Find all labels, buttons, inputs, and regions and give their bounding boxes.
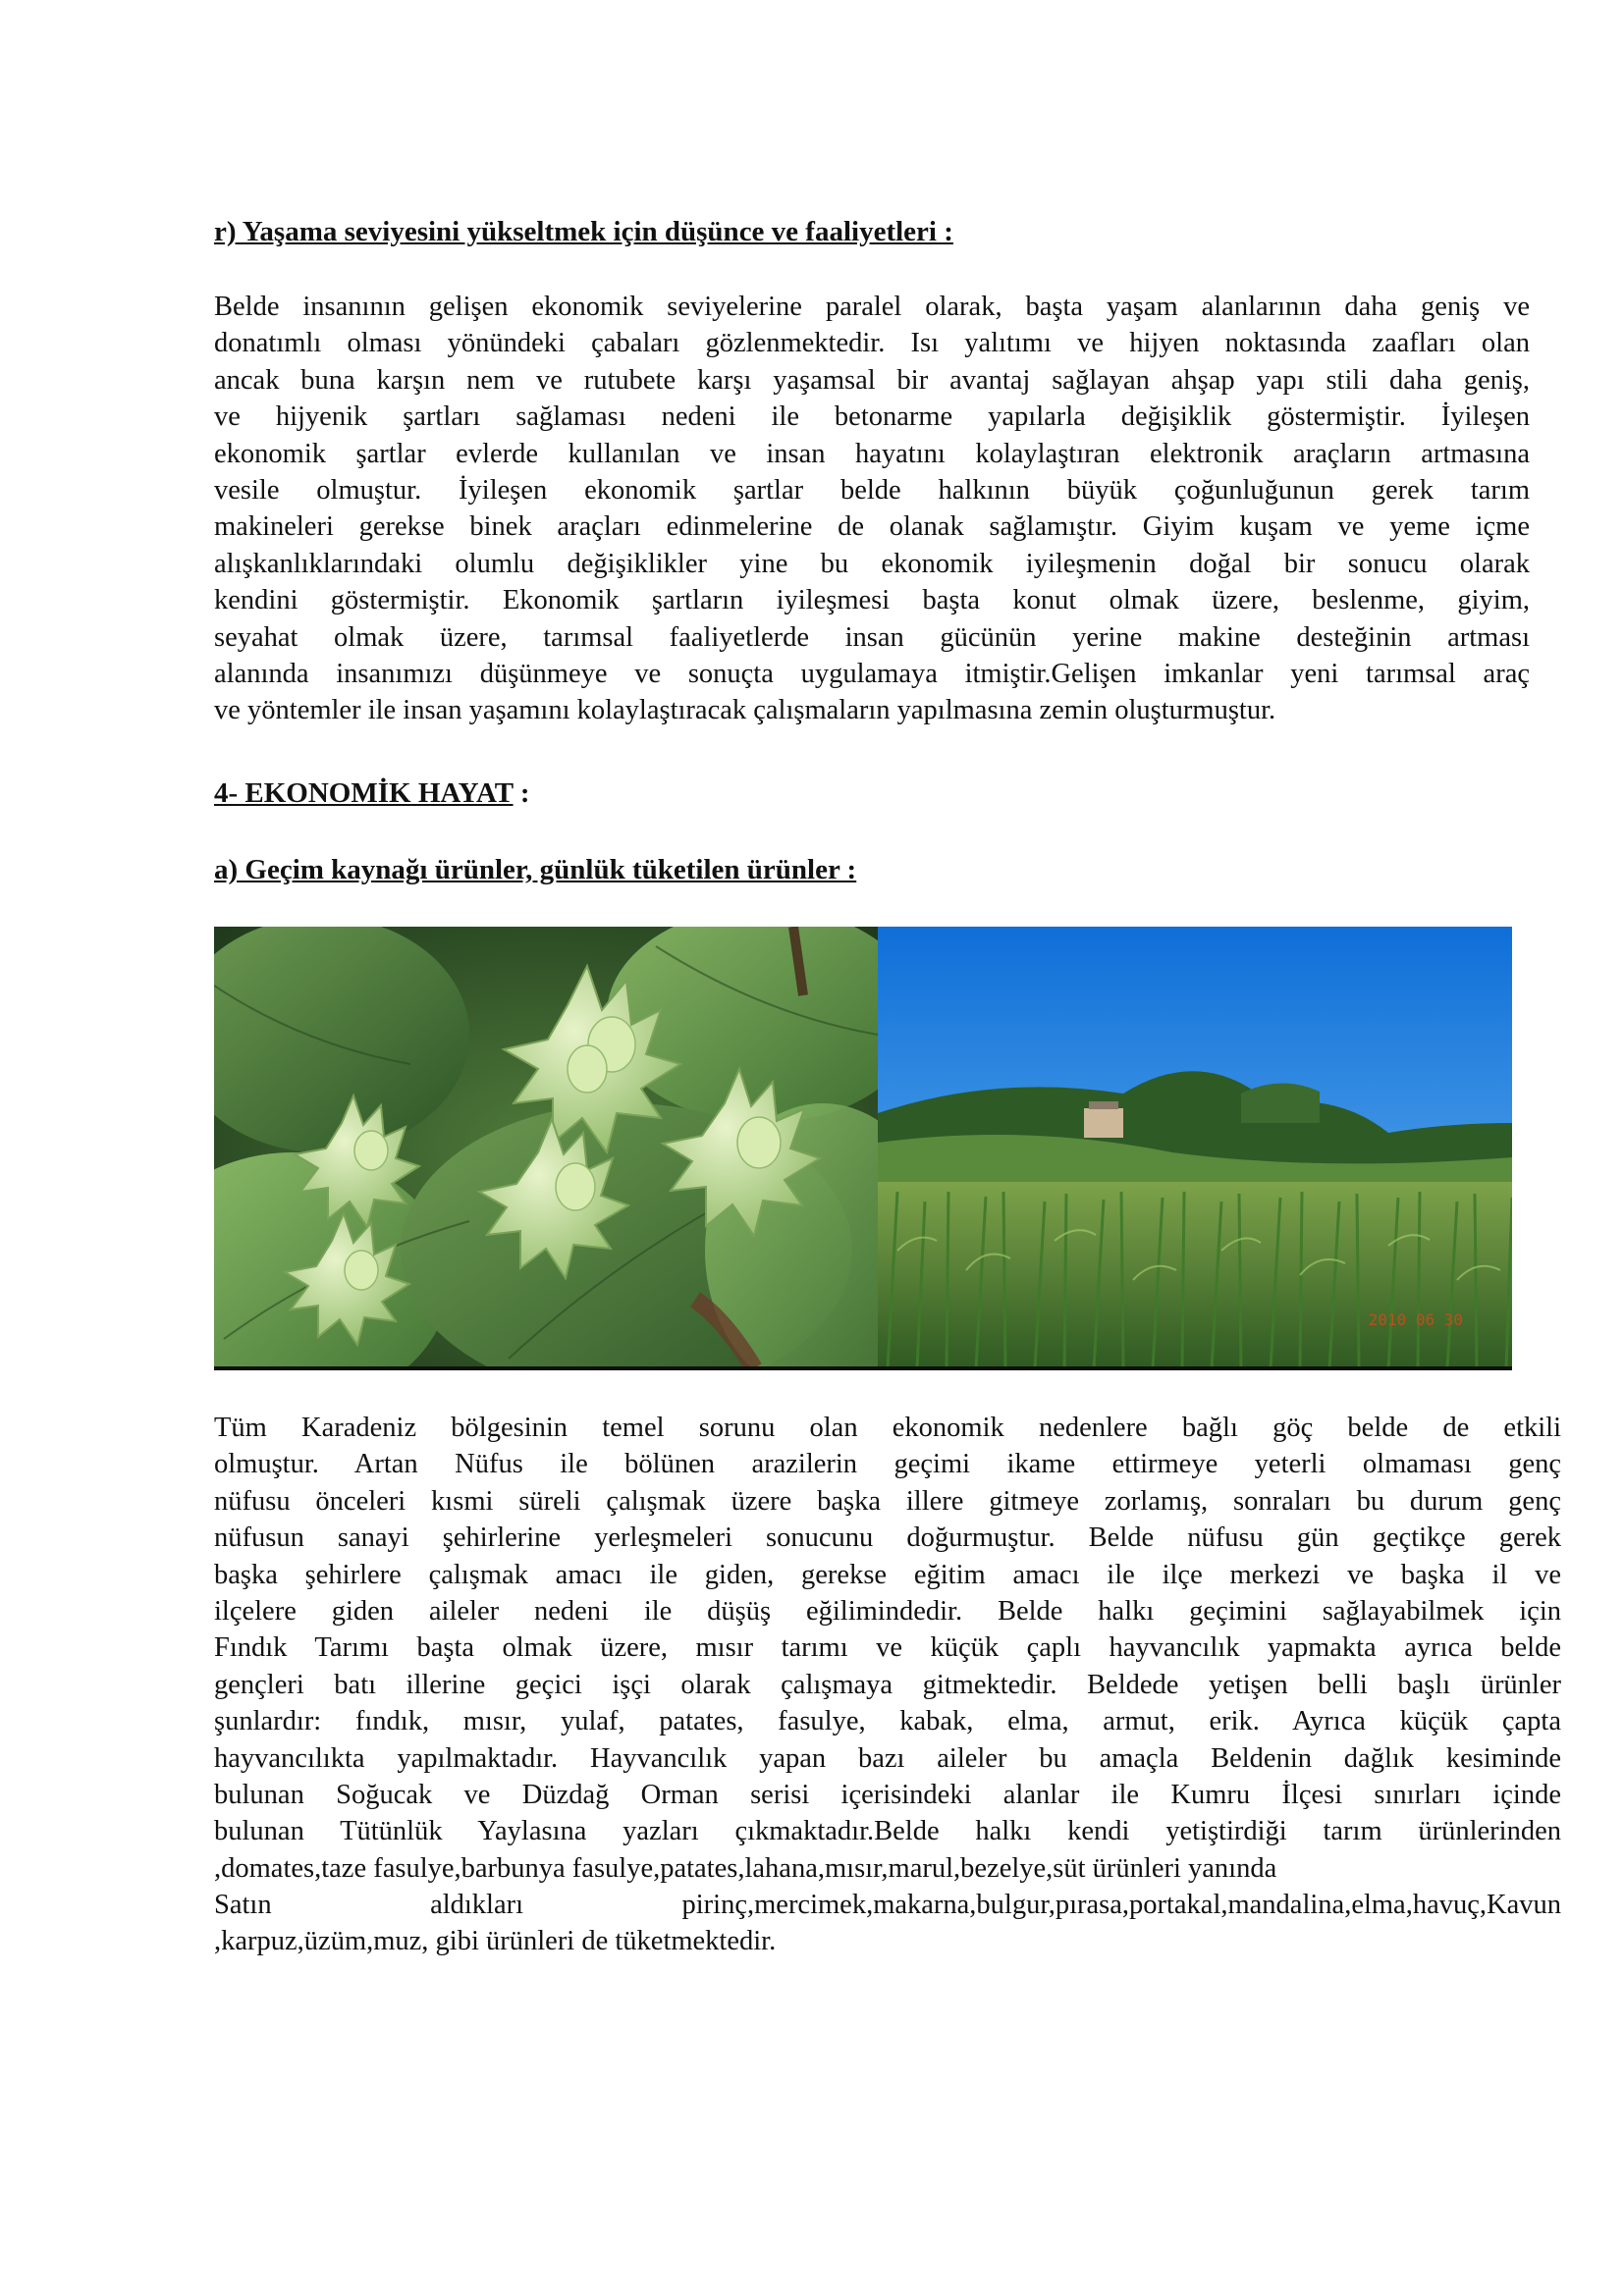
text-line: başka şehirlere çalışmak amacı ile giden, gerekse eğitim amacı ile ilçe merkezi ve başka il ve <box>214 1559 1561 1590</box>
text-line: ancak buna karşın nem ve rutubete karşı yaşamsal bir avantaj sağlayan ahşap yapı stili daha geniş, <box>214 364 1530 396</box>
text-line: seyahat olmak üzere, tarımsal faaliyetlerde insan gücünün yerine makine desteğinin artması <box>214 621 1530 653</box>
text-line: makineleri gerekse binek araçları edinmelerine de olanak sağlamıştır. Giyim kuşam ve yeme içme <box>214 511 1530 543</box>
paragraph-livelihood <box>214 1410 1561 1960</box>
section-heading-economy: 4- EKONOMİK HAYAT <box>214 777 514 809</box>
text-line: ,domates,taze fasulye,barbunya fasulye,patates,lahana,mısır,marul,bezelye,süt ürünleri yanında <box>214 1852 1277 1884</box>
text-line: hayvancılıkta yapılmaktadır. Hayvancılık yapan bazı aileler bu amaçla Beldenin dağlık kesiminde <box>214 1742 1561 1774</box>
text-line: ilçelere giden aileler nedeni ile düşüş eğilimindedir. Belde halkı geçimini sağlayabilmek için <box>214 1595 1561 1627</box>
text-line: ve yöntemler ile insan yaşamını kolaylaştıracak çalışmaların yapılmasına zemin oluşturmuştur. <box>214 695 1276 726</box>
text-line: alanında insanımızı düşünmeye ve sonuçta uygulamaya itmiştir.Gelişen imkanlar yeni tarımsal araç <box>214 658 1530 689</box>
text-line: bulunan Soğucak ve Düzdağ Orman serisi içerisindeki alanlar ile Kumru İlçesi sınırları içinde <box>214 1779 1561 1810</box>
photo-underline-rule <box>214 1366 1512 1370</box>
text-line: nüfusu önceleri kısmi süreli çalışmak üzere başka illere gitmeye zorlamış, sonraları bu durum genç <box>214 1485 1561 1517</box>
text-line: Belde insanının gelişen ekonomik seviyelerine paralel olarak, başta yaşam alanlarının daha geniş ve <box>214 292 1530 322</box>
text-line: kendini göstermiştir. Ekonomik şartların iyileşmesi başta konut olmak üzere, beslenme, giyim, <box>214 585 1530 616</box>
text-line: şunlardır: fındık, mısır, yulaf, patates, fasulye, kabak, elma, armut, erik. Ayrıca küçük çapta <box>214 1706 1561 1737</box>
text-line: vesile olmuştur. İyileşen ekonomik şartlar belde halkının büyük çoğunluğunun gerek tarım <box>214 474 1530 506</box>
text-line: ,karpuz,üzüm,muz, gibi ürünleri de tüketmektedir. <box>214 1926 777 1957</box>
section-heading-economy-wrapper <box>214 775 529 811</box>
text-line: Fındık Tarımı başta olmak üzere, mısır tarımı ve küçük çaplı hayvancılık yapmakta ayrıca belde <box>214 1632 1561 1664</box>
section-heading-economy-colon: : <box>513 777 530 809</box>
text-line: olmuştur. Artan Nüfus ile bölünen arazilerin geçimi ikame ettirmeye yeterli olmaması genç <box>214 1449 1561 1480</box>
text-line: ve hijyenik şartları sağlaması nedeni ile betonarme yapılarla değişiklik göstermiştir. İyileşen <box>214 401 1530 433</box>
text-line: Satın aldıkları pirinç,mercimek,makarna,bulgur,pırasa,portakal,mandalina,elma,havuç,Kavun <box>214 1890 1561 1921</box>
text-line: ekonomik şartlar evlerde kullanılan ve insan hayatını kolaylaştıran elektronik araçların artmasına <box>214 438 1530 469</box>
text-line: gençleri batı illerine geçici işçi olarak çalışmaya gitmektedir. Beldede yetişen belli başlı ürünler <box>214 1669 1561 1700</box>
paragraph-living-standards <box>214 289 1530 729</box>
text-line: nüfusun sanayi şehirlerine yerleşmeleri sonucunu doğurmuştur. Belde nüfusu gün geçtikçe gerek <box>214 1522 1561 1554</box>
cornfield-photo <box>878 927 1512 1368</box>
section-heading-products: a) Geçim kaynağı ürünler, günlük tüketilen ürünler : <box>214 854 857 885</box>
photo-strip <box>214 927 1512 1368</box>
section-heading-r: r) Yaşama seviyesini yükseltmek için düşünce ve faaliyetleri : <box>214 216 953 247</box>
text-line: alışkanlıklarındaki olumlu değişiklikler yine bu ekonomik iyileşmenin doğal bir sonucu olarak <box>214 548 1530 579</box>
photo-date-stamp: 2010 06 30 <box>1368 1310 1463 1329</box>
hazelnut-photo <box>214 927 878 1368</box>
text-line: Tüm Karadeniz bölgesinin temel sorunu olan ekonomik nedenlere bağlı göç belde de etkili <box>214 1413 1561 1443</box>
text-line: donatımlı olması yönündeki çabaları gözlenmektedir. Isı yalıtımı ve hijyen noktasında zaafları olan <box>214 328 1530 359</box>
text-line: bulunan Tütünlük Yaylasına yazları çıkmaktadır.Belde halkı kendi yetiştirdiği tarım ürünlerinden <box>214 1816 1561 1847</box>
